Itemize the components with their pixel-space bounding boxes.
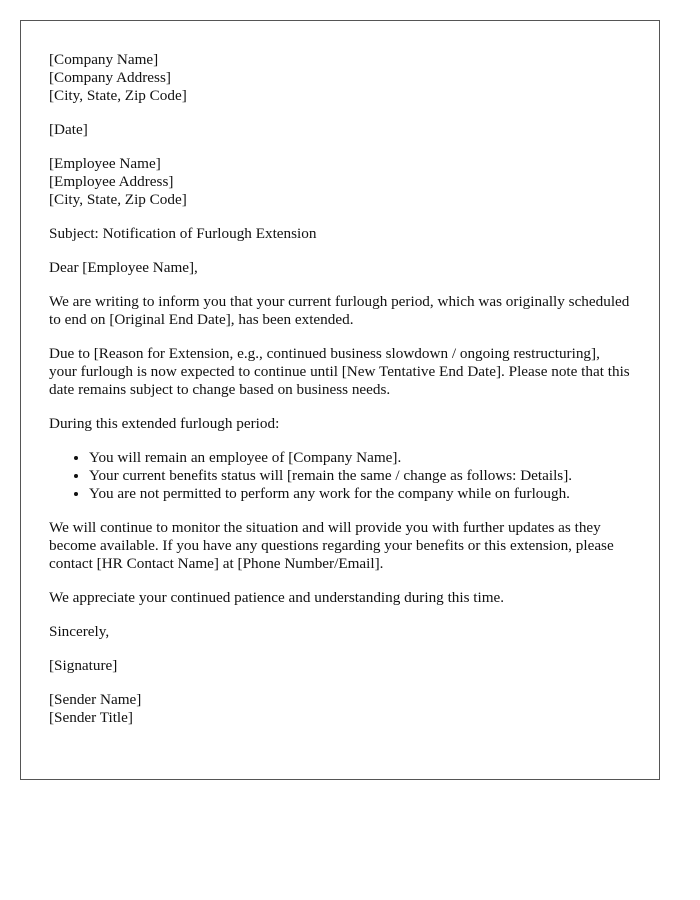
company-address: [Company Address] [49,69,171,86]
signature: [Signature] [49,657,118,674]
recipient-name: [Employee Name] [49,155,161,172]
company-city-state-zip: [City, State, Zip Code] [49,87,187,104]
date-block [49,121,631,139]
subject-line: Subject: Notification of Furlough Extension [49,225,317,242]
sender-address-block [49,51,631,105]
body-paragraph-2: Due to [Reason for Extension, e.g., continued business slowdown / ongoing restructuring], your furlough is now expected to continue until [New Tentative End Date]. Please note that this date remains subject to change based on business needs. [49,345,630,398]
recipient-address: [Employee Address] [49,173,174,190]
recipient-address-block [49,155,631,209]
salutation: Dear [Employee Name], [49,259,198,276]
furlough-terms-list [49,449,631,503]
list-item: • You are not permitted to perform any work for the company while on furlough. [89,485,631,503]
letter-date: [Date] [49,121,88,138]
closing-paragraph-1: We will continue to monitor the situation and will provide you with further updates as they become available. If you have any questions regarding your benefits or this extension, please contact [HR Contact Name] at [Phone Number/Email]. [49,519,614,572]
company-name: [Company Name] [49,51,159,68]
sender-name: [Sender Name] [49,691,142,708]
list-item: • You will remain an employee of [Company Name]. [89,449,631,467]
recipient-city-state-zip: [City, State, Zip Code] [49,191,187,208]
list-item: • Your current benefits status will [remain the same / change as follows: Details]. [89,467,631,485]
signoff: Sincerely, [49,623,110,640]
body-paragraph-3: During this extended furlough period: [49,415,280,432]
body-paragraph-1: We are writing to inform you that your current furlough period, which was originally scheduled to end on [Original End Date], has been extended. [49,293,630,328]
closing-paragraph-2: We appreciate your continued patience and understanding during this time. [49,589,505,606]
letter-page [20,20,660,780]
sender-title: [Sender Title] [49,709,133,726]
sender-signature-block [49,691,631,727]
